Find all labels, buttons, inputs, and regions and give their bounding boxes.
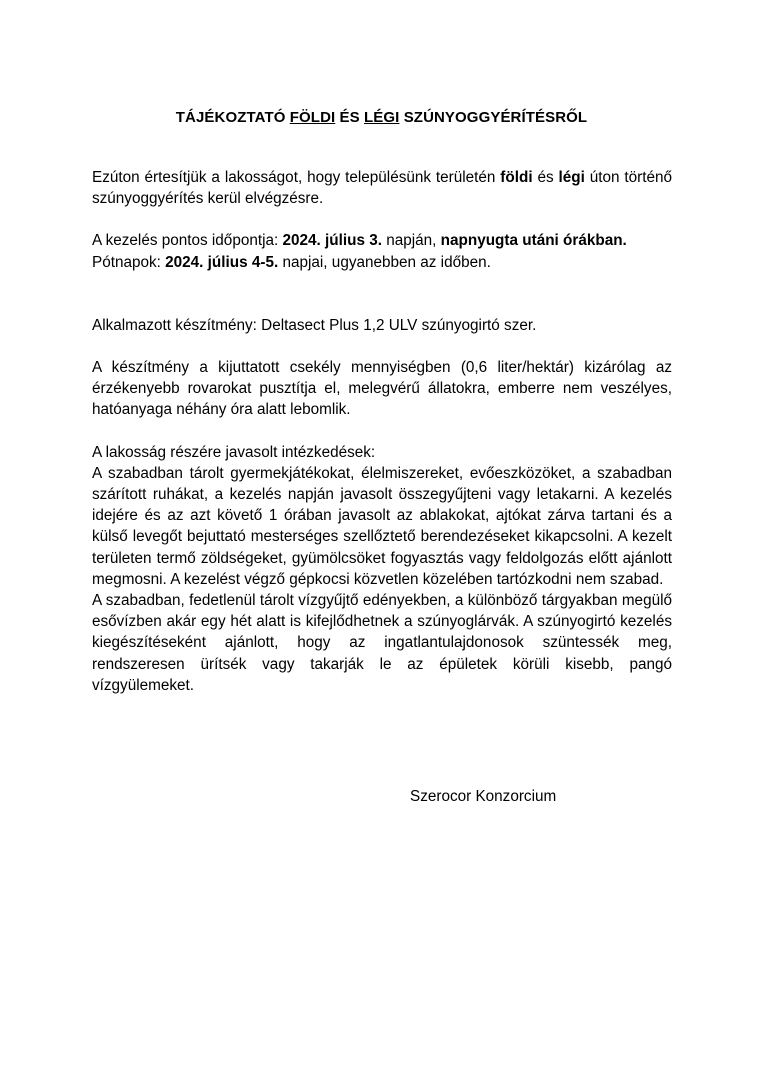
intro-legi: légi [558,169,585,186]
document-title [0,108,763,128]
schedule-main: A kezelés pontos időpontja: 2024. július 3. napján, napnyugta utáni órákban. [92,232,627,250]
schedule-backup: Pótnapok: 2024. július 4-5. napjai, ugyanebben az időben. [92,253,491,271]
backup-date: 2024. július 4-5. [165,253,279,271]
title-text: ÉS [335,109,365,126]
intro-foldi: földi [500,169,533,186]
measures-paragraph-1: A szabadban tárolt gyermekjátékokat, élelmiszereket, evőeszközöket, a szabadban szárított ruhákat, a kezelés napján javasolt összegyűjteni vagy letakarni. A kezelés idejére és az azt követő 1 órában javasolt az ablakokat, ajtókat zárva tartani és a külső levegőt bejuttató mesterséges szellőztető berendezéseket kikapcsolni. A kezelt területen termő zöldségeket, gyümölcsöket fogyasztás vagy feldolgozás előtt ajánlott megmosni. A kezelést végző gépkocsi közvetlen közelében tartózkodni nem szabad. [92,464,672,588]
title-text: SZÚNYOGGYÉRÍTÉSRŐL [399,109,588,126]
intro-paragraph: Ezúton értesítjük a lakosságot, hogy településünk területén földi és légi úton történő szúnyoggyérítés kerül elvégzésre. [92,169,673,208]
title-text: TÁJÉKOZTATÓ [175,109,290,126]
title-foldi: FÖLDI [289,109,336,126]
measures-heading: A lakosság részére javasolt intézkedések: [92,443,376,461]
title-legi: LÉGI [364,109,400,126]
main-time: napnyugta utáni órákban. [440,232,627,250]
document-body [92,167,672,696]
main-date: 2024. július 3. [282,232,382,250]
safety-paragraph: A készítmény a kijuttatott csekély mennyiségben (0,6 liter/hektár) kizárólag az érzékenyebb rovarokat pusztítja el, melegvérű állatokra, emberre nem veszélyes, hatóanyaga néhány óra alatt lebomlik. [92,359,672,419]
measures-paragraph-2: A szabadban, fedetlenül tárolt vízgyűjtő edényekben, a különböző tárgyakban megülő esővízben akár egy hét alatt is kifejlődhetnek a szúnyoglárvák. A szúnyogirtó kezelés kiegészítéseként ajánlott, hogy az ingatlantulajdonosok szüntessék meg, rendszeresen ürítsék vagy takarják le az épületek körüli kisebb, pangó vízgyülemeket. [92,592,672,694]
product-paragraph: Alkalmazott készítmény: Deltasect Plus 1,2 ULV szúnyogirtó szer. [92,316,537,334]
signature: Szerocor Konzorcium [410,788,557,805]
